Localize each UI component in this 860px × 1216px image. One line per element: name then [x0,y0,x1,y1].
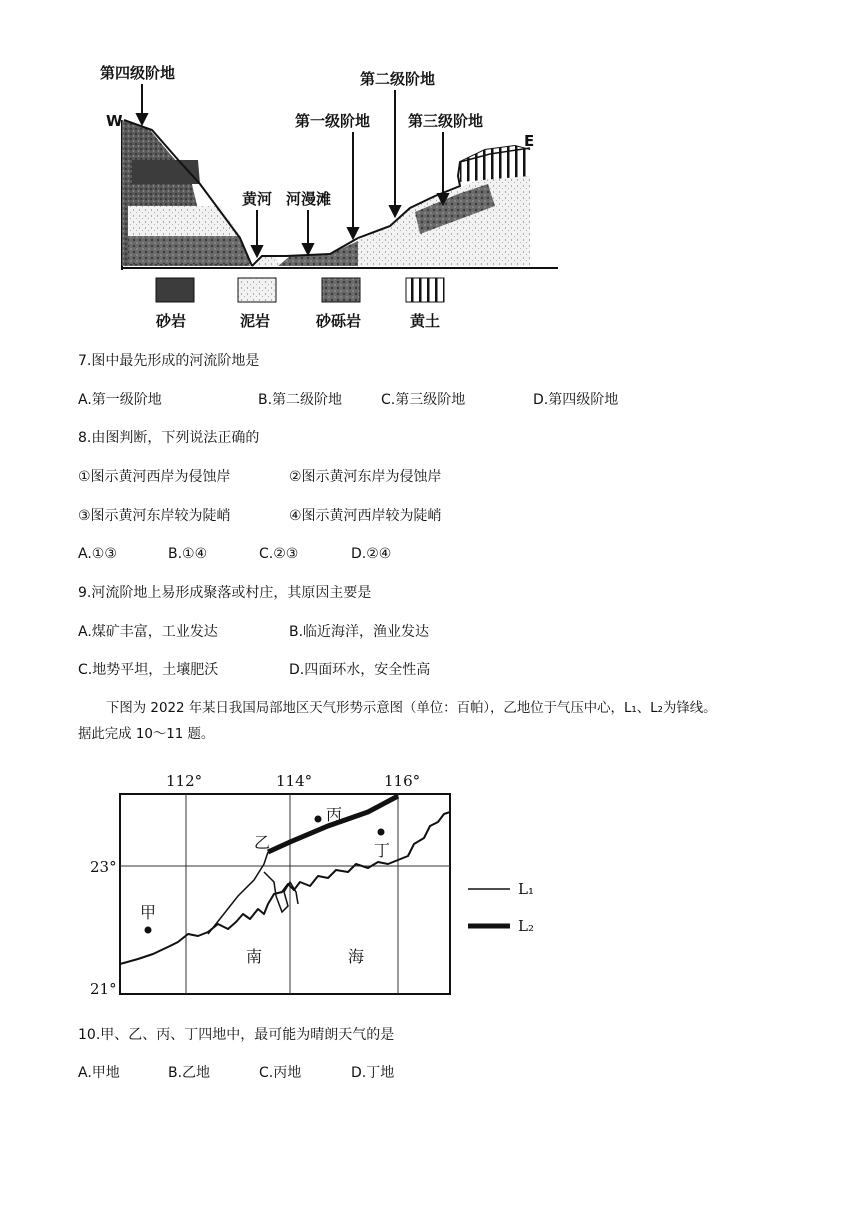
terrace4-label: 第四级阶地 [100,64,176,82]
west-label: W [106,112,123,130]
weather-map-figure [78,764,558,998]
lon-112-label: 112° [166,772,203,790]
east-label: E [524,132,535,150]
legend-label-conglomerate: 砂砾岩 [316,312,362,330]
q7-option-a[interactable]: A.第一级阶地 [78,392,162,408]
place-jia-dot [145,927,152,934]
terrace1-label: 第一级阶地 [295,112,371,130]
legend-swatch-loess [406,278,444,302]
q8-statement-1: ①图示黄河西岸为侵蚀岸 [78,469,231,485]
legend-label-sandstone: 砂岩 [156,312,187,330]
q7-option-d[interactable]: D.第四级阶地 [533,392,619,408]
terrace3-label: 第三级阶地 [408,112,484,130]
q10-option-d[interactable]: D.丁地 [351,1065,395,1081]
legend-swatch-mudstone [238,278,276,302]
q9-option-d[interactable]: D.四面环水，安全性高 [289,662,431,678]
lat-23-label: 23° [90,858,117,876]
q8-option-b[interactable]: B.①④ [168,546,208,562]
terrace-cross-section-figure [90,58,570,338]
q8-option-c[interactable]: C.②③ [259,546,299,562]
lon-116-label: 116° [384,772,421,790]
place-bing-label: 丙 [326,805,343,824]
q9-option-c[interactable]: C.地势平坦，土壤肥沃 [78,662,219,678]
q9-option-b[interactable]: B.临近海洋，渔业发达 [289,624,430,640]
q9-stem: 9.河流阶地上易形成聚落或村庄，其原因主要是 [78,585,372,601]
intro-line-1: 下图为 2022 年某日我国局部地区天气形势示意图（单位：百帕），乙地位于气压中心，L₁、L₂为锋线。 [106,701,717,716]
legend-label-mudstone: 泥岩 [240,312,271,330]
terrace2-label: 第二级阶地 [360,70,436,88]
intro-line-2: 据此完成 10～11 题。 [78,727,215,742]
q8-option-a[interactable]: A.①③ [78,546,117,562]
legend-l2-label: L₂ [518,917,534,935]
q7-option-c[interactable]: C.第三级阶地 [381,392,466,408]
q8-statement-4: ④图示黄河西岸较为陡峭 [289,508,442,524]
river-label: 黄河 [242,190,273,208]
place-ding-dot [378,829,385,836]
place-jia-label: 甲 [140,903,157,922]
q8-statement-3: ③图示黄河东岸较为陡峭 [78,508,231,524]
place-ding-label: 丁 [374,841,391,860]
place-bing-dot [315,816,322,823]
q7-stem: 7.图中最先形成的河流阶地是 [78,353,260,369]
floodplain-label: 河漫滩 [286,190,332,208]
q10-option-a[interactable]: A.甲地 [78,1065,120,1081]
q8-statement-2: ②图示黄河东岸为侵蚀岸 [289,469,442,485]
legend-label-loess: 黄土 [410,312,441,330]
place-yi-label: 乙 [254,833,271,852]
lat-21-label: 21° [90,980,117,998]
q10-option-c[interactable]: C.丙地 [259,1065,302,1081]
q10-option-b[interactable]: B.乙地 [168,1065,211,1081]
legend-swatch-sandstone [156,278,194,302]
sea-label-nan: 南 [246,947,263,966]
legend-l1-label: L₁ [518,880,534,898]
q8-stem: 8.由图判断，下列说法正确的 [78,430,260,446]
lon-114-label: 114° [276,772,313,790]
q9-option-a[interactable]: A.煤矿丰富，工业发达 [78,624,218,640]
legend-swatch-conglomerate [322,278,360,302]
q8-option-d[interactable]: D.②④ [351,546,392,562]
q7-option-b[interactable]: B.第二级阶地 [258,392,343,408]
sea-label-hai: 海 [348,947,365,966]
q10-stem: 10.甲、乙、丙、丁四地中，最可能为晴朗天气的是 [78,1027,395,1043]
